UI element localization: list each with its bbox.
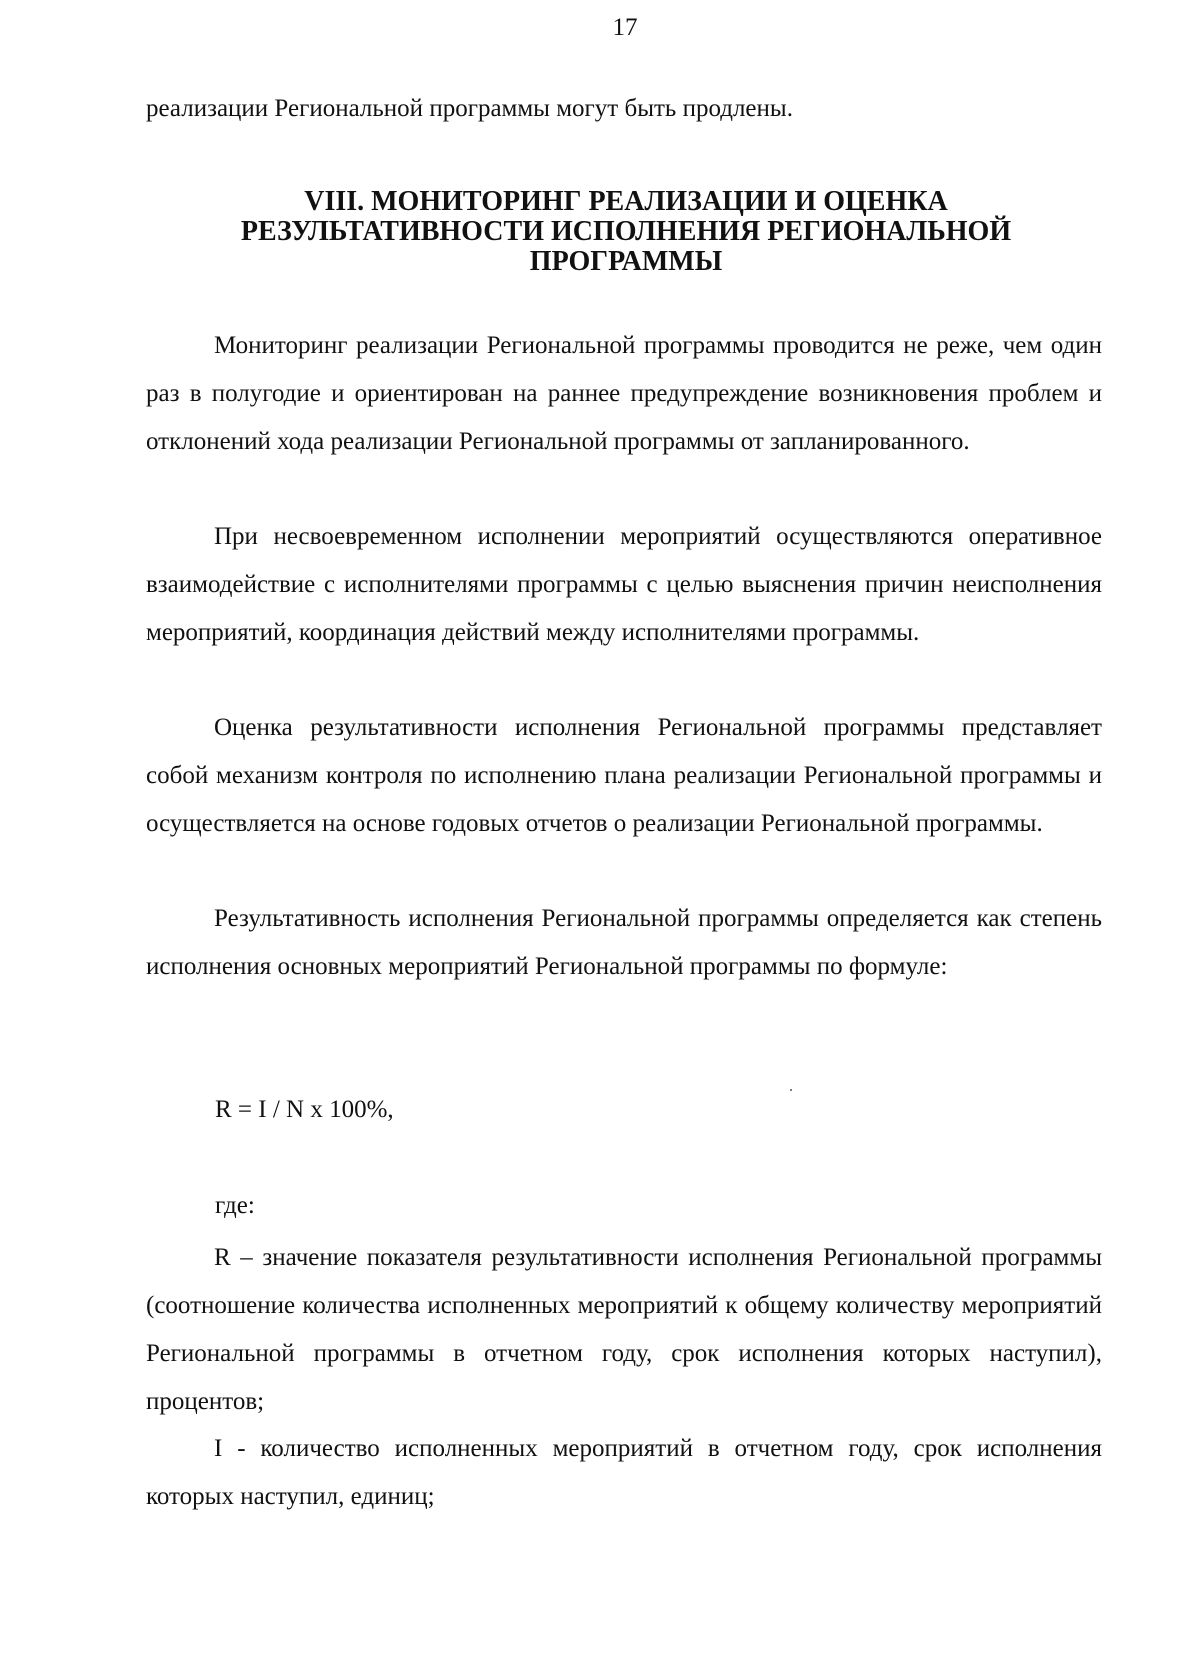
page-number: 17 bbox=[612, 14, 638, 41]
paragraph-monitoring: Мониторинг реализации Региональной программы проводится не реже, чем один раз в полугодие и ориентирован на раннее предупреждение возникновения проблем и отклонений хода реализации Региональной программы от запланированного. bbox=[146, 332, 1102, 455]
section-heading-line-2: РЕЗУЛЬТАТИВНОСТИ ИСПОЛНЕНИЯ РЕГИОНАЛЬНОЙ bbox=[240, 216, 1012, 247]
definition-i: I - количество исполненных мероприятий в отчетном году, срок исполнения которых наступил, единиц; bbox=[146, 1435, 1102, 1510]
paragraph-formula-intro: Результативность исполнения Региональной программы определяется как степень исполнения основных мероприятий Региональной программы по формуле: bbox=[146, 905, 1102, 980]
scan-speck bbox=[790, 1089, 792, 1091]
definition-r: R – значение показателя результативности исполнения Региональной программы (соотношение количества исполненных мероприятий к общему количеству мероприятий Региональной программы в отчетном году, срок исполнения которых наступил), процентов; bbox=[146, 1244, 1102, 1415]
section-heading-line-3: ПРОГРАММЫ bbox=[529, 246, 723, 277]
formula: R = I / N x 100%, bbox=[215, 1096, 394, 1123]
paragraph-untimely-execution: При несвоевременном исполнении мероприятий осуществляются оперативное взаимодействие с исполнителями программы с целью выяснения причин неисполнения мероприятий, координация действий между исполнителями программы. bbox=[146, 523, 1102, 646]
section-heading bbox=[146, 187, 1106, 277]
continuation-line: реализации Региональной программы могут быть продлены. bbox=[146, 95, 793, 122]
where-label: где: bbox=[215, 1192, 255, 1219]
paragraph-effectiveness-assessment: Оценка результативности исполнения Региональной программы представляет собой механизм контроля по исполнению плана реализации Региональной программы и осуществляется на основе годовых отчетов о реализации Региональной программы. bbox=[146, 714, 1102, 837]
section-heading-line-1: VIII. МОНИТОРИНГ РЕАЛИЗАЦИИ И ОЦЕНКА bbox=[304, 186, 948, 217]
